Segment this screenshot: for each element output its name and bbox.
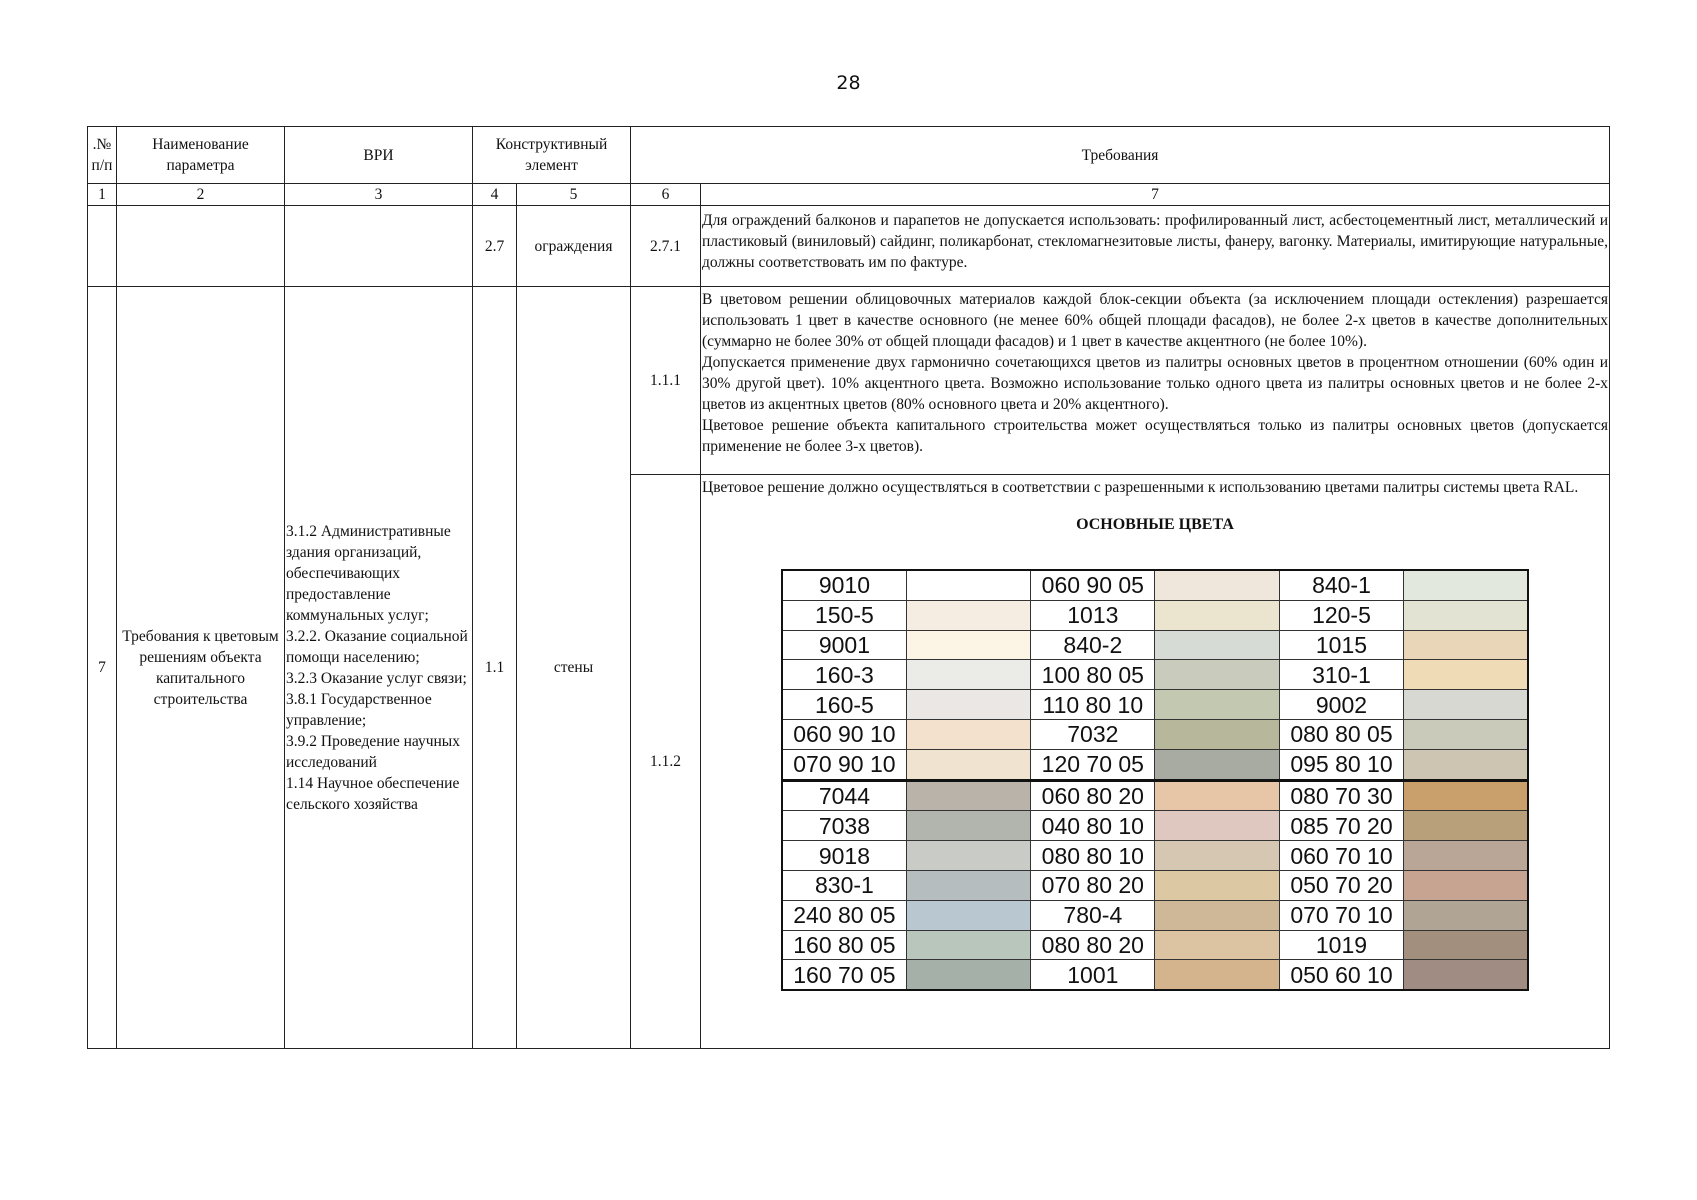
color-code: 160-5 [782,690,906,720]
color-swatch [906,900,1030,930]
color-code: 060 80 20 [1031,780,1155,811]
vri-item: 3.2.3 Оказание услуг связи; [286,669,467,687]
color-swatch [906,930,1030,960]
color-code: 9018 [782,841,906,871]
col-number: 4 [473,184,517,206]
color-swatch [1404,600,1528,630]
color-swatch [1404,690,1528,720]
header-number: .№ п/п [88,127,117,184]
color-code: 080 80 20 [1031,930,1155,960]
color-code: 1013 [1031,600,1155,630]
color-swatch [906,570,1030,600]
palette-row [782,900,1528,930]
requirement-number: 1.1.1 [631,287,701,475]
color-swatch [1155,660,1279,690]
col-number: 3 [285,184,473,206]
color-code: 9010 [782,570,906,600]
element-number: 1.1 [473,287,517,1049]
requirement-paragraph: Допускается применение двух гармонично сочетающихся цветов из палитры основных цветов в процентном отношении (60% один и 30% другой цвет). 10% акцентного цвета. Возможно использование только одного цвета из палитры основных цветов и не более 2-х цветов из акцентных цветов (80% основного цвета и 20% акцентного). [702,354,1609,413]
color-code: 780-4 [1031,900,1155,930]
requirement-number: 1.1.2 [631,475,701,1049]
vri-item: 3.9.2 Проведение научных исследований [286,732,460,771]
color-swatch [1155,719,1279,749]
color-swatch [906,870,1030,900]
vri-item: 3.1.2 Административные здания организаций, обеспечивающих предоставление коммунальных услуг; [286,522,451,624]
color-code: 160-3 [782,660,906,690]
col-number: 1 [88,184,117,206]
color-swatch [906,630,1030,660]
table-row [88,206,1610,287]
header-requirements: Требования [631,127,1610,184]
color-code: 120-5 [1279,600,1403,630]
color-palette-table [781,569,1529,991]
col-number: 6 [631,184,701,206]
color-code: 1001 [1031,960,1155,990]
palette-row [782,780,1528,811]
color-code: 110 80 10 [1031,690,1155,720]
palette-row [782,870,1528,900]
color-swatch [1404,960,1528,990]
color-swatch [1155,780,1279,811]
color-code: 9002 [1279,690,1403,720]
palette-row [782,719,1528,749]
color-code: 840-1 [1279,570,1403,600]
color-code: 7038 [782,811,906,841]
color-swatch [1404,841,1528,871]
palette-row [782,570,1528,600]
color-swatch [906,719,1030,749]
color-code: 060 90 10 [782,719,906,749]
palette-row [782,630,1528,660]
color-swatch [1155,870,1279,900]
header-row [88,127,1610,184]
color-code: 160 80 05 [782,930,906,960]
color-swatch [906,780,1030,811]
parameter-name: Требования к цветовым решениям объекта капитального строительства [117,287,285,1049]
color-swatch [906,841,1030,871]
requirement-number: 2.7.1 [631,206,701,287]
color-code: 060 90 05 [1031,570,1155,600]
requirement-paragraph: Цветовое решение объекта капитального строительства может осуществляться только из палитры основных цветов (допускается применение не более 3-х цветов). [702,417,1609,455]
color-code: 100 80 05 [1031,660,1155,690]
color-code: 160 70 05 [782,960,906,990]
element-number: 2.7 [473,206,517,287]
color-swatch [906,690,1030,720]
vri-item: 1.14 Научное обеспечение сельского хозяйства [286,774,460,813]
color-swatch [1404,900,1528,930]
header-vri: ВРИ [285,127,473,184]
element-name: стены [517,287,631,1049]
color-code: 7044 [782,780,906,811]
palette-row [782,841,1528,871]
col-number: 5 [517,184,631,206]
color-swatch [906,600,1030,630]
color-code: 070 80 20 [1031,870,1155,900]
color-swatch [906,811,1030,841]
palette-row [782,749,1528,780]
palette-row [782,811,1528,841]
palette-row [782,660,1528,690]
vri-list [285,287,473,1049]
palette-row [782,690,1528,720]
color-code: 1015 [1279,630,1403,660]
requirement-paragraph: Цветовое решение должно осуществляться в соответствии с разрешенными к использованию цветами палитры системы цвета RAL. [702,479,1579,496]
color-swatch [1404,811,1528,841]
color-swatch [1155,900,1279,930]
color-swatch [1155,749,1279,780]
color-swatch [1155,811,1279,841]
vri-item: 3.8.1 Государственное управление; [286,690,432,729]
page-number: 28 [836,72,861,94]
color-code: 070 90 10 [782,749,906,780]
color-code: 060 70 10 [1279,841,1403,871]
empty-cell [88,206,117,287]
color-code: 080 80 10 [1031,841,1155,871]
color-swatch [1155,600,1279,630]
color-swatch [1404,749,1528,780]
color-swatch [1404,660,1528,690]
color-code: 095 80 10 [1279,749,1403,780]
color-code: 7032 [1031,719,1155,749]
row-number: 7 [88,287,117,1049]
empty-cell [117,206,285,287]
palette-title: ОСНОВНЫЕ ЦВЕТА [1076,516,1234,533]
color-swatch [1404,570,1528,600]
color-code: 240 80 05 [782,900,906,930]
color-code: 840-2 [1031,630,1155,660]
color-swatch [1404,780,1528,811]
color-swatch [906,749,1030,780]
numbering-row [88,184,1610,206]
color-code: 070 70 10 [1279,900,1403,930]
color-code: 1019 [1279,930,1403,960]
color-swatch [1404,719,1528,749]
color-code: 310-1 [1279,660,1403,690]
palette-row [782,600,1528,630]
color-code: 080 70 30 [1279,780,1403,811]
color-code: 9001 [782,630,906,660]
color-code: 120 70 05 [1031,749,1155,780]
color-swatch [1155,570,1279,600]
palette-row [782,960,1528,990]
color-code: 085 70 20 [1279,811,1403,841]
color-code: 050 70 20 [1279,870,1403,900]
color-swatch [1404,870,1528,900]
vri-item: 3.2.2. Оказание социальной помощи населению; [286,627,468,666]
color-swatch [1155,960,1279,990]
color-swatch [906,960,1030,990]
color-swatch [1404,930,1528,960]
color-swatch [1155,630,1279,660]
color-code: 080 80 05 [1279,719,1403,749]
requirement-paragraph: В цветовом решении облицовочных материалов каждой блок-секции объекта (за исключением площади остекления) разрешается использовать 1 цвет в качестве основного (не менее 60% общей площади фасадов), не более 2-х цветов в качестве дополнительных (суммарно не более 30% от общей площади фасадов) и 1 цвет в качестве акцентного (не более 10%). [702,291,1609,350]
header-element: Конструктивный элемент [473,127,631,184]
color-swatch [1155,690,1279,720]
col-number: 7 [701,184,1610,206]
color-swatch [1155,841,1279,871]
color-swatch [1155,930,1279,960]
color-code: 050 60 10 [1279,960,1403,990]
color-swatch [1404,630,1528,660]
element-name: ограждения [517,206,631,287]
color-code: 830-1 [782,870,906,900]
header-parameter: Наименование параметра [117,127,285,184]
requirement-text: Для ограждений балконов и парапетов не допускается использовать: профилированный лист, асбестоцементный лист, металлический и пластиковый (виниловый) сайдинг, поликарбонат, стекломагнезитовые листы, фанеру, вагонку. Материалы, имитирующие натуральные, должны соответствовать им по фактуре. [701,206,1610,287]
color-code: 040 80 10 [1031,811,1155,841]
requirement-text [701,475,1610,1049]
color-code: 150-5 [782,600,906,630]
empty-cell [285,206,473,287]
table-row [88,287,1610,475]
requirement-text [701,287,1610,475]
requirements-table [87,126,1610,1049]
palette-row [782,930,1528,960]
col-number: 2 [117,184,285,206]
color-swatch [906,660,1030,690]
